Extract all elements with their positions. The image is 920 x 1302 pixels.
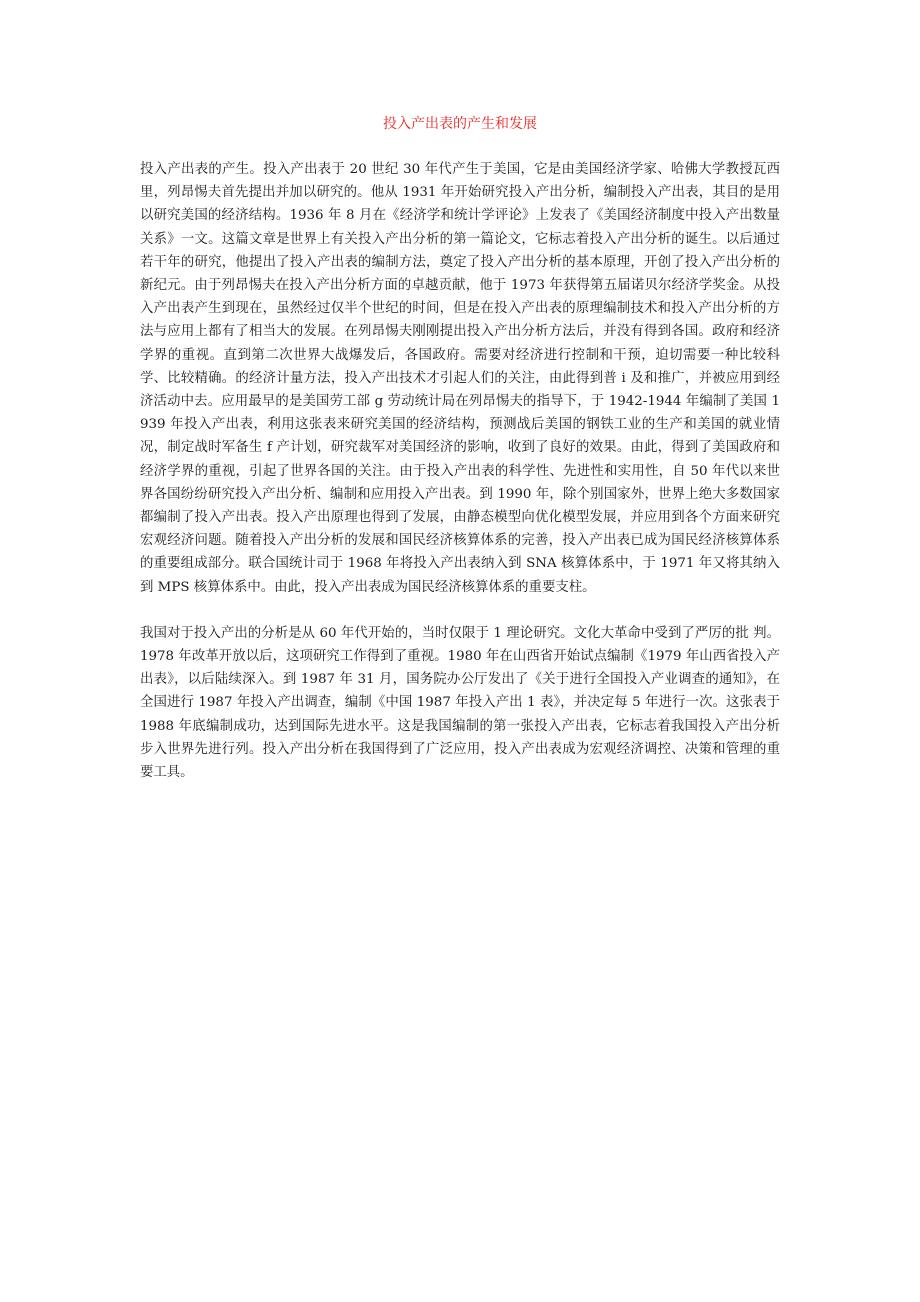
paragraph-china-development: 我国对于投入产出的分析是从 60 年代开始的，当时仅限于 1 理论研究。文化大革命中受到了严厉的批 判。1978 年改革开放以后，这项研究工作得到了重视。1980 年在山西省开始试点编制《1979 年山西省投入产出表》，以后陆续深入。到 1987 年 31 月，国务院办公厅发出了《关于进行全国投入产业调查的通知》，在全国进行 1987 年投入产出调查，编制《中国 1987 年投入产出 1 表》，并决定每 5 年进行一次。这张表于 1988 年底编制成功，达到国际先进水平。这是我国编制的第一张投入产出表，它标志着我国投入产出分析步入世界先进行列。投入产出分析在我国得到了广泛应用，投入产出表成为宏观经济调控、决策和管理的重要工具。 [140,625,780,781]
paragraph-origin: 投入产出表的产生。投入产出表于 20 世纪 30 年代产生于美国，它是由美国经济学家、哈佛大学教授瓦西里，列昂惕夫首先提出并加以研究的。他从 1931 年开始研究投入产出分析，编制投入产出表，其目的是用以研究美国的经济结构。1936 年 8 月在《经济学和统计学评论》上发表了《美国经济制度中投入产出数量关系》一文。这篇文章是世界上有关投入产出分析的第一篇论文，它标志着投入产出分析的诞生。以后通过若干年的研究，他提出了投入产出表的编制方法，奠定了投入产出分析的基本原理，开创了投入产出分析的新纪元。由于列昂惕夫在投入产出分析方面的卓越贡献，他于 1973 年获得第五届诺贝尔经济学奖金。从投入产出表产生到现在，虽然经过仅半个世纪的时间，但是在投入产出表的原理编制技术和投入产出分析的方法与应用上都有了相当大的发展。在列昂惕夫刚刚提出投入产出分析方法后，并没有得到各国。政府和经济学界的重视。直到第二次世界大战爆发后，各国政府。需要对经济进行控制和干预，迫切需要一种比较科学、比较精确。的经济计量方法，投入产出技术才引起人们的关注，由此得到普 i 及和推广，并被应用到经济活动中去。应用最早的是美国劳工部 g 劳动统计局在列昂惕夫的指导下，于 1942-1944 年编制了美国 1939 年投入产出表，利用这张表来研究美国的经济结构，预测战后美国的钢铁工业的生产和美国的就业情况，制定战时军备生 f 产计划，研究裁军对美国经济的影响，收到了良好的效果。由此，得到了美国政府和经济学界的重视，引起了世界各国的关注。由于投入产出表的科学性、先进性和实用性，自 50 年代以来世界各国纷纷研究投入产出分析、编制和应用投入产出表。到 1990 年，除个别国家外，世界上绝大多数国家都编制了投入产出表。投入产出原理也得到了发展，由静态模型向优化模型发展，并应用到各个方面来研究宏观经济问题。随着投入产出分析的发展和国民经济核算体系的完善，投入产出表已成为国民经济核算体系的重要组成部分。联合国统计司于 1968 年将投入产出表纳入到 SNA 核算体系中，于 1971 年又将其纳入到 MPS 核算体系中。由此，投入产出表成为国民经济核算体系的重要支柱。 [140,162,780,595]
document-body [140,158,780,784]
document-title: 投入产出表的产生和发展 [383,116,537,132]
